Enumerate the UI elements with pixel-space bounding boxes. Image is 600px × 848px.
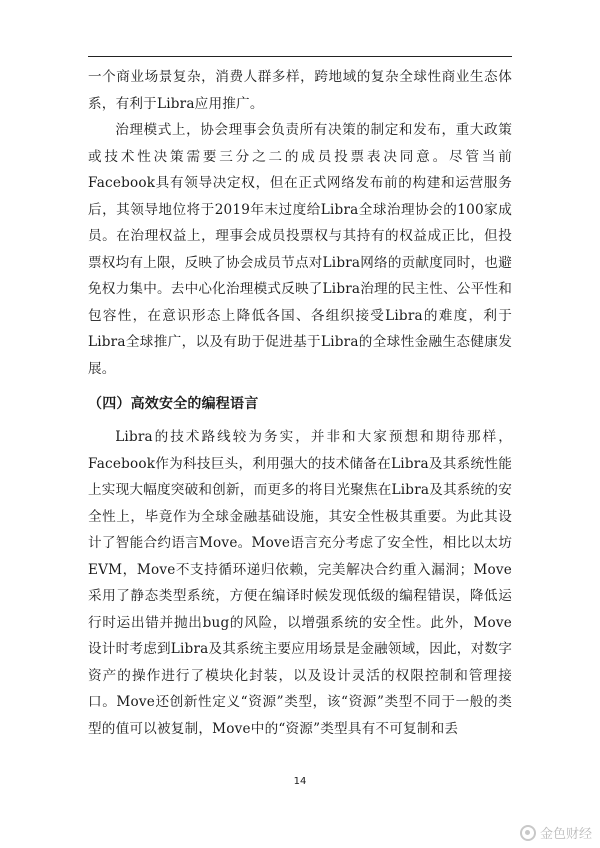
watermark bbox=[520, 823, 592, 842]
paragraph-governance: 治理模式上，协会理事会负责所有决策的制定和发布，重大政策或技术性决策需要三分之二的成员投票表决同意。尽管当前Facebook具有领导决定权，但在正式网络发布前的构建和运营服务后，其领导地位将于2019年末过度给Libra全球治理协会的100家成员。在治理权益上，理事会成员投票权与其持有的权益成正比，但投票权均有上限，反映了协会成员节点对Libra网络的贡献度同时，也避免权力集中。去中心化治理模式反映了Libra治理的民主性、公平性和包容性，在意识形态上降低各国、各组织接受Libra的难度，利于Libra全球推广，以及有助于促进基于Libra的全球性金融生态健康发展。 bbox=[88, 122, 512, 377]
paragraph-move-language: Libra的技术路线较为务实，并非和大家预想和期待那样，Facebook作为科技巨头，利用强大的技术储备在Libra及其系统性能上实现大幅度突破和创新，而更多的将目光聚焦在Libra及其系统的安全性上，毕竟作为全球金融基础设施，其安全性极其重要。为此其设计了智能合约语言Move。Move语言充分考虑了安全性，相比以太坊EVM，Move不支持循环递归依赖，完美解决合约重入漏洞；Move采用了静态类型系统，方便在编译时候发现低级的编程错误，降低运行时运出错并抛出bug的风险，以增强系统的安全性。此外，Move设计时考虑到Libra及其系统主要应用场景是金融领域，因此，对数字资产的操作进行了模块化封装，以及设计灵活的权限控制和管理接口。Move还创新性定义“资源”类型，该“资源”类型不同于一般的类型的值可以被复制，Move中的“资源”类型具有不可复制和丢 bbox=[88, 429, 512, 737]
page-number: 14 bbox=[293, 776, 307, 787]
header-rule bbox=[88, 56, 512, 57]
watermark-text: 金色财经 bbox=[539, 827, 592, 842]
section-heading: （四）高效安全的编程语言 bbox=[88, 396, 259, 412]
document-body bbox=[88, 64, 512, 742]
watermark-logo-icon bbox=[520, 825, 536, 841]
paragraph-continued: 一个商业场景复杂，消费人群多样，跨地域的复杂全球性商业生态体系，有利于Libra应用推广。 bbox=[88, 69, 512, 112]
